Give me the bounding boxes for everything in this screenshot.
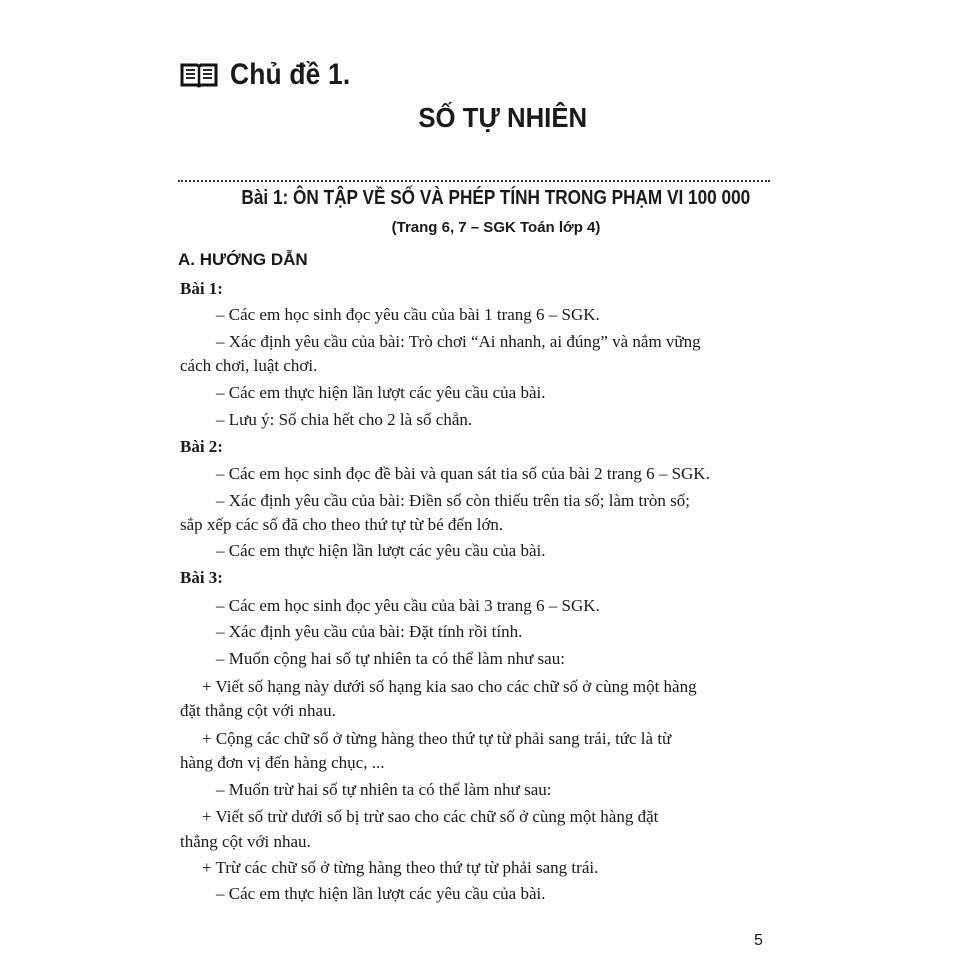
body-line: – Lưu ý: Số chia hết cho 2 là số chẵn. (216, 410, 473, 429)
body-line: + Viết số hạng này dưới số hạng kia sao cho các chữ số ở cùng một hàng (202, 677, 697, 696)
body-line: – Xác định yêu cầu của bài: Trò chơi “Ai nhanh, ai đúng” và nắm vững (216, 332, 701, 351)
body-line: + Cộng các chữ số ở từng hàng theo thứ tự từ phải sang trái, tức là từ (202, 729, 672, 748)
body-line: – Muốn cộng hai số tự nhiên ta có thể làm như sau: (216, 649, 565, 668)
exercise-heading: Bài 3: (180, 568, 223, 587)
body-line: – Các em thực hiện lần lượt các yêu cầu của bài. (216, 383, 546, 402)
body-line: – Các em thực hiện lần lượt các yêu cầu của bài. (216, 541, 546, 560)
body-line: – Các em thực hiện lần lượt các yêu cầu của bài. (216, 884, 546, 903)
body-line: đặt thẳng cột với nhau. (180, 701, 336, 720)
body-line: thẳng cột với nhau. (180, 832, 311, 851)
exercise-heading: Bài 2: (180, 437, 223, 456)
page-number: 5 (754, 932, 763, 949)
body-line: + Trừ các chữ số ở từng hàng theo thứ tự từ phải sang trái. (202, 858, 599, 877)
body-line: + Viết số trừ dưới số bị trừ sao cho các chữ số ở cùng một hàng đặt (202, 807, 659, 826)
body-line: hàng đơn vị đến hàng chục, ... (180, 753, 385, 772)
lesson-title-text: Bài 1: ÔN TẬP VỀ SỐ VÀ PHÉP TÍNH TRONG PHẠM VI 100 000 (241, 187, 751, 209)
dotted-divider (178, 180, 770, 182)
topic-title-text: SỐ TỰ NHIÊN (418, 102, 588, 133)
body-line: sắp xếp các số đã cho theo thứ tự từ bé đến lớn. (180, 515, 504, 534)
chapter-header (180, 58, 367, 92)
body-line: – Muốn trừ hai số tự nhiên ta có thể làm như sau: (216, 780, 552, 799)
body-line: cách chơi, luật chơi. (180, 356, 318, 375)
chapter-title: Chủ đề 1. (230, 58, 351, 91)
body-line: – Các em học sinh đọc đề bài và quan sát tia số của bài 2 trang 6 – SGK. (216, 464, 710, 483)
lesson-subtitle-text: (Trang 6, 7 – SGK Toán lớp 4) (391, 219, 601, 236)
topic-title (0, 102, 976, 134)
body-line: – Các em học sinh đọc yêu cầu của bài 1 trang 6 – SGK. (216, 305, 600, 324)
body-line: – Các em học sinh đọc yêu cầu của bài 3 trang 6 – SGK. (216, 596, 600, 615)
lesson-title (0, 187, 976, 210)
body-line: – Xác định yêu cầu của bài: Điền số còn thiếu trên tia số; làm tròn số; (216, 491, 690, 510)
section-heading: A. HƯỚNG DẪN (178, 250, 308, 269)
body-line: – Xác định yêu cầu của bài: Đặt tính rồi tính. (216, 622, 523, 641)
exercise-heading: Bài 1: (180, 279, 223, 298)
book-icon (180, 60, 218, 90)
lesson-subtitle (0, 219, 976, 236)
